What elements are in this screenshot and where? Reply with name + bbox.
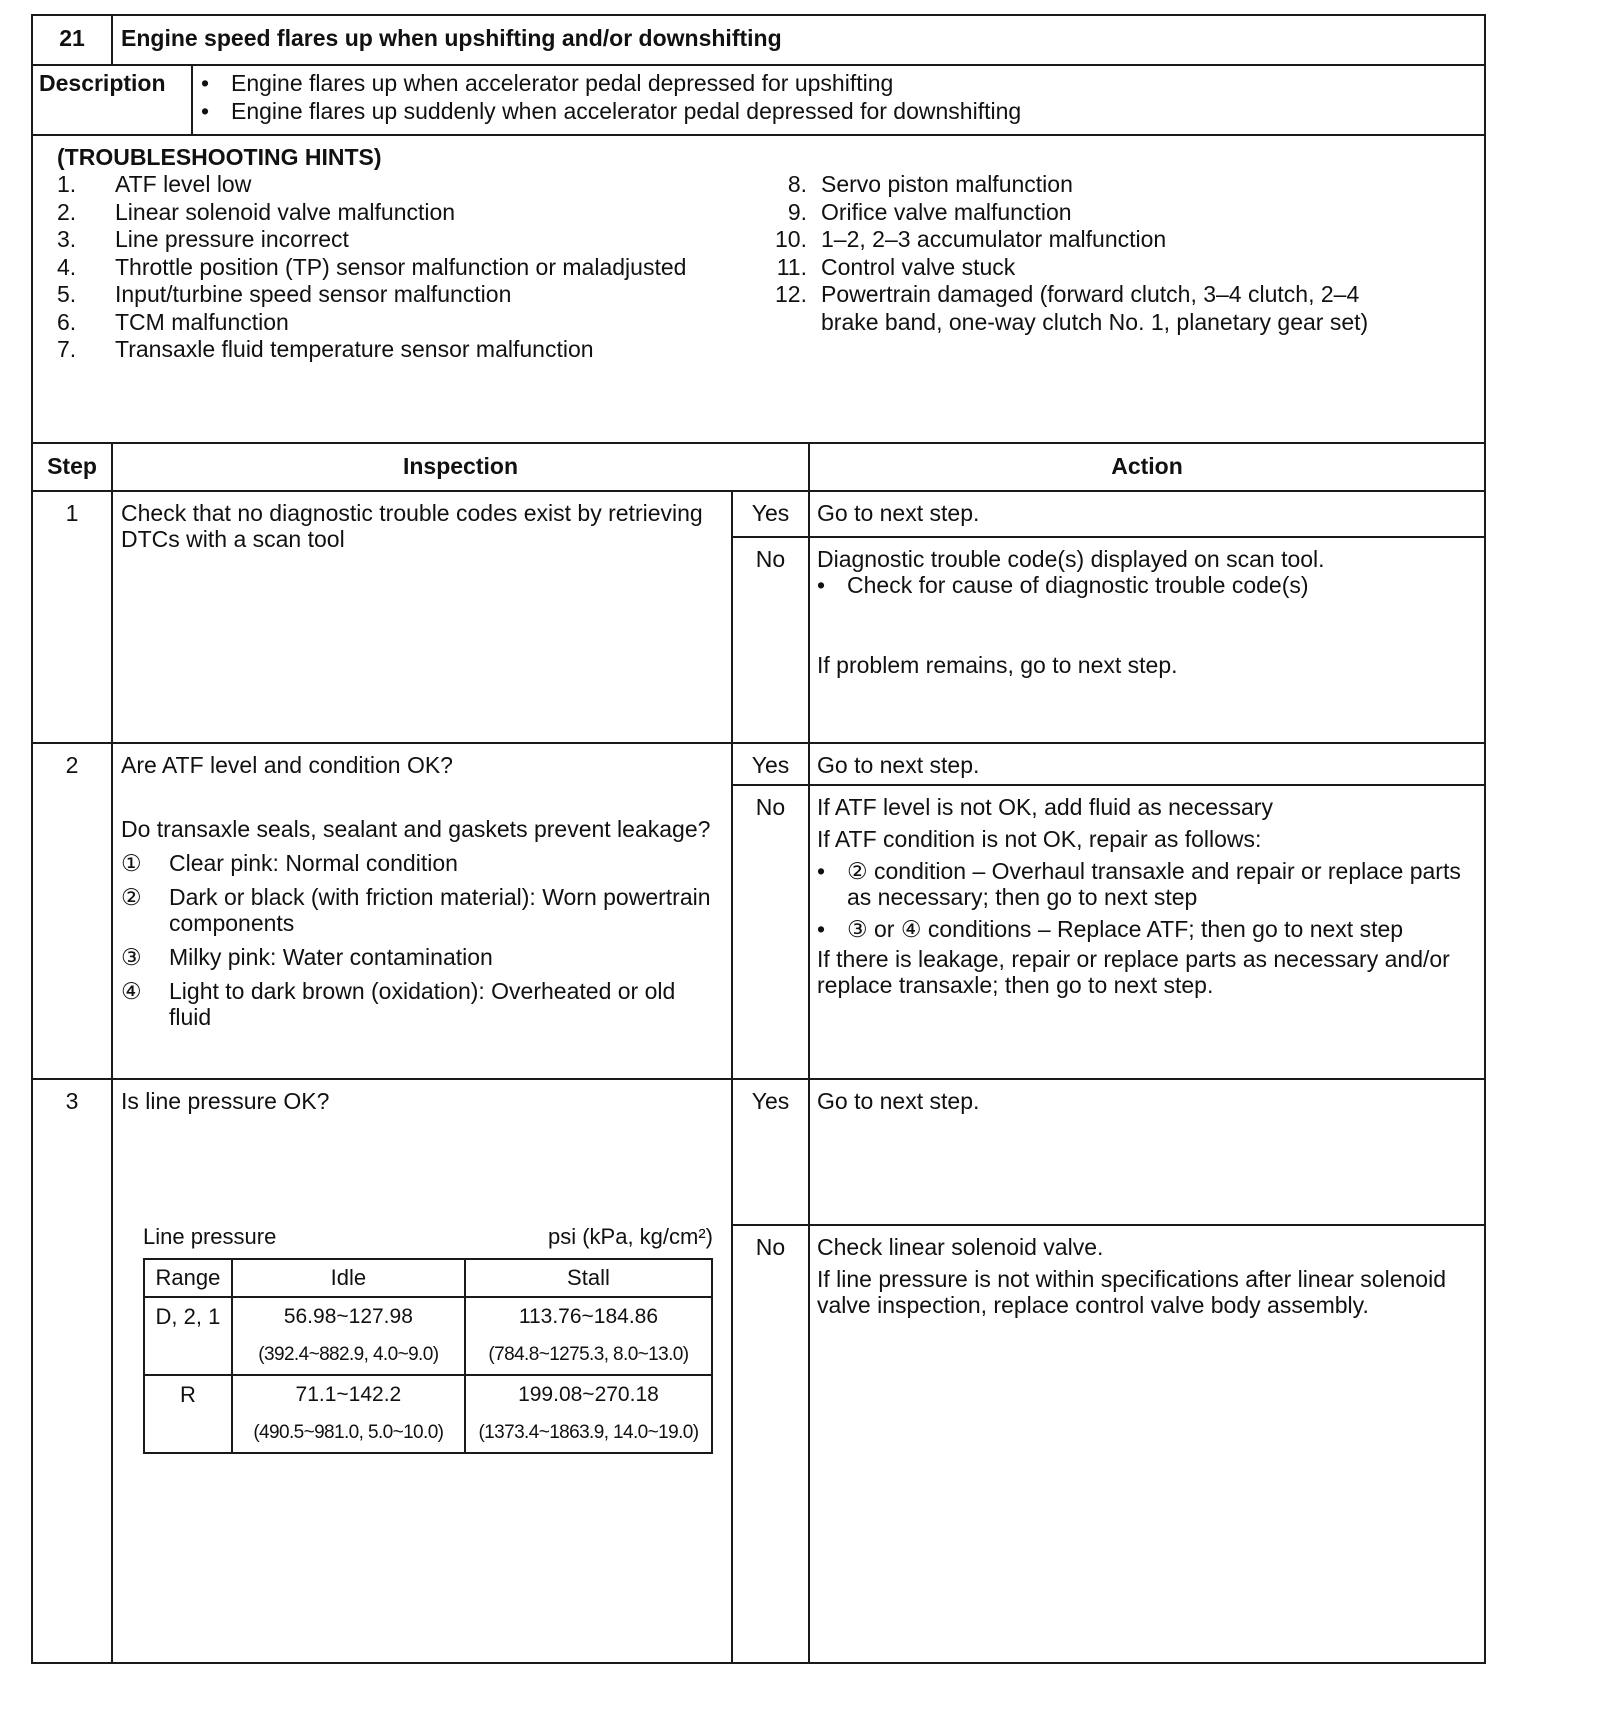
yes-label: Yes	[733, 1080, 808, 1226]
hint-item: 7. Transaxle fluid temperature sensor malfunction	[57, 336, 594, 362]
yes-action: Go to next step.	[810, 492, 1484, 538]
description-label: Description	[33, 66, 193, 134]
hints-title: (TROUBLESHOOTING HINTS)	[57, 144, 382, 170]
hint-item: 2. Linear solenoid valve malfunction	[57, 198, 456, 225]
step-row-1	[33, 492, 1484, 744]
hint-item: 1. ATF level low	[57, 171, 252, 197]
no-label: No	[755, 546, 786, 572]
stall-value-metric: (784.8~1275.3, 8.0~13.0)	[465, 1336, 712, 1375]
hint-item: 9. Orifice valve malfunction	[787, 198, 1072, 225]
step-inspection: Are ATF level and condition OK? Do transaxle seals, sealant and gaskets prevent leakage? ① Clear pink: Normal condition ② Dark or black (with friction material): Worn powertrain components ③ Milky pink: Water contamination ④ Light to dark brown (oxidation): Overheated or old fluid	[113, 744, 733, 1078]
yes-action: Go to next step.	[810, 744, 1484, 786]
step-row-2	[33, 744, 1484, 1080]
action-column	[810, 492, 1484, 742]
troubleshooting-hints	[33, 136, 1484, 444]
hint-item: 8. Servo piston malfunction	[787, 171, 1073, 197]
no-action: Check linear solenoid valve. If line pressure is not within specifications after linear solenoid valve inspection, replace control valve body assembly.	[817, 1234, 1446, 1318]
stall-value: 199.08~270.18	[465, 1375, 712, 1414]
description-item: • Engine flares up when accelerator pedal depressed for upshifting	[201, 70, 894, 96]
stall-value-metric: (1373.4~1863.9, 14.0~19.0)	[465, 1414, 712, 1453]
step-inspection: Is line pressure OK? Line pressure psi (kPa, kg/cm²) Range Idle Stall D, 2, 1 56.98~127.98 113.76~184.86 (392.4~882.9, 4.0~9.0) (784.8~1275.3, 8.0~13.0) R 71.1~142.2 199.08~270.18 (490.5~981.0, 5.0~10.0) (1373.4~1863.9, 14.0~19.0)	[113, 1080, 733, 1662]
procedure-number: 21	[33, 16, 113, 64]
step-number: 1	[33, 492, 113, 742]
hints-left-column	[57, 171, 767, 364]
action-column	[810, 744, 1484, 1078]
yes-label: Yes	[733, 492, 808, 538]
yes-no-column	[733, 1080, 810, 1662]
stall-header: Stall	[465, 1259, 712, 1297]
bullet-icon: •	[817, 858, 826, 884]
action-column-header: Action	[1111, 453, 1183, 479]
yes-action: Go to next step.	[810, 1080, 1484, 1226]
title-row	[33, 16, 1484, 66]
step-table-header	[33, 444, 1484, 492]
inspection-column-header: Inspection	[113, 444, 810, 490]
idle-value-metric: (392.4~882.9, 4.0~9.0)	[232, 1336, 465, 1375]
idle-header: Idle	[232, 1259, 465, 1297]
condition-item: ④ Light to dark brown (oxidation): Overheated or old fluid	[121, 978, 676, 1030]
no-label: No	[755, 1234, 786, 1260]
hint-item: 11. Control valve stuck	[776, 253, 1016, 280]
bullet-icon: •	[817, 916, 826, 942]
hint-item: 12. Powertrain damaged (forward clutch, 3–4 clutch, 2–4	[775, 281, 1360, 307]
step-inspection: Check that no diagnostic trouble codes exist by retrieving DTCs with a scan tool	[113, 492, 733, 742]
troubleshooting-sheet	[31, 14, 1486, 1664]
range-cell: D, 2, 1	[144, 1297, 232, 1375]
description-list	[193, 66, 1484, 134]
bullet-icon: •	[817, 572, 826, 598]
yes-no-column	[733, 492, 810, 742]
hint-item: 6. TCM malfunction	[57, 308, 289, 335]
description-item: • Engine flares up suddenly when accelerator pedal depressed for downshifting	[201, 98, 1022, 124]
step-column-header: Step	[33, 444, 113, 490]
step-number: 3	[33, 1080, 113, 1662]
line-pressure-table	[143, 1224, 713, 1454]
hint-item-continued: brake band, one-way clutch No. 1, planetary gear set)	[821, 308, 1369, 335]
no-action: If ATF level is not OK, add fluid as necessary If ATF condition is not OK, repair as follows: • ② condition – Overhaul transaxle and repair or replace parts as necessary; then go to next step • ③ or ④ conditions – Replace ATF; then go to next step If there is leakage, repair or replace parts as necessary and/or replace transaxle; then go to next step.	[817, 794, 1461, 998]
idle-value: 71.1~142.2	[232, 1375, 465, 1414]
no-action: Diagnostic trouble code(s) displayed on scan tool. • Check for cause of diagnostic trouble code(s) If problem remains, go to next step.	[817, 546, 1325, 678]
condition-item: ② Dark or black (with friction material): Worn powertrain components	[121, 884, 711, 936]
condition-item: ③ Milky pink: Water contamination	[121, 944, 493, 970]
pressure-table-title: Line pressure	[143, 1224, 277, 1249]
step-row-3	[33, 1080, 1484, 1662]
stall-value: 113.76~184.86	[465, 1297, 712, 1336]
hints-right-column	[765, 171, 1368, 364]
hint-item: 10. 1–2, 2–3 accumulator malfunction	[775, 226, 1167, 252]
action-column	[810, 1080, 1484, 1662]
idle-value-metric: (490.5~981.0, 5.0~10.0)	[232, 1414, 465, 1453]
yes-no-column	[733, 744, 810, 1078]
pressure-units: psi (kPa, kg/cm²)	[547, 1224, 713, 1249]
description-row	[33, 66, 1484, 136]
step-number: 2	[33, 744, 113, 1078]
hint-item: 5. Input/turbine speed sensor malfunction	[57, 281, 512, 307]
bullet-icon: •	[201, 70, 210, 96]
hint-item: 3. Line pressure incorrect	[57, 226, 349, 252]
bullet-icon: •	[201, 98, 210, 124]
range-cell: R	[144, 1375, 232, 1453]
procedure-title: Engine speed flares up when upshifting and/or downshifting	[121, 25, 782, 51]
idle-value: 56.98~127.98	[232, 1297, 465, 1336]
range-header: Range	[144, 1259, 232, 1297]
no-label: No	[755, 794, 786, 820]
hint-item: 4. Throttle position (TP) sensor malfunction or maladjusted	[57, 253, 687, 280]
condition-item: ① Clear pink: Normal condition	[121, 850, 458, 876]
yes-label: Yes	[733, 744, 808, 786]
